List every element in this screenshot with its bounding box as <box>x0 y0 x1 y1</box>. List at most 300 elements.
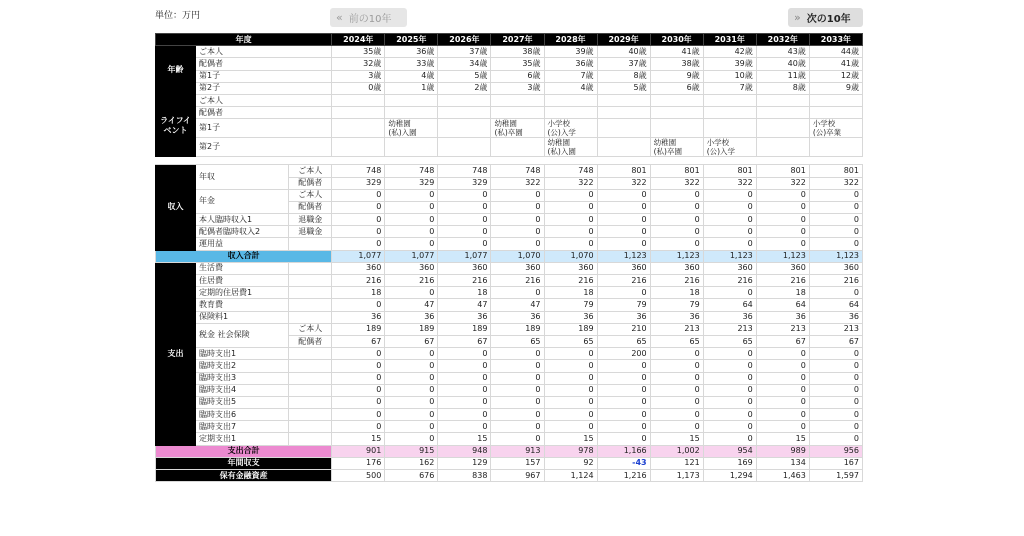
value-cell: 360 <box>491 262 544 274</box>
event-cell <box>703 94 756 106</box>
value-cell: 1,070 <box>544 250 597 262</box>
value-cell: 0 <box>385 433 438 445</box>
value-cell: 322 <box>703 177 756 189</box>
value-cell: 36 <box>332 311 385 323</box>
value-cell: 801 <box>597 165 650 177</box>
value-cell: 0 <box>544 384 597 396</box>
year-header: 2031年 <box>703 34 756 46</box>
event-cell <box>491 94 544 106</box>
value-cell: 36歳 <box>544 58 597 70</box>
age-row <box>156 82 863 94</box>
row-sublabel <box>289 433 332 445</box>
value-cell: 329 <box>332 177 385 189</box>
value-cell: 0 <box>438 348 491 360</box>
value-cell: 1,166 <box>597 445 650 457</box>
value-cell: 0 <box>438 421 491 433</box>
value-cell: 748 <box>385 165 438 177</box>
financial-assets-row-label: 保有金融資産 <box>156 470 332 482</box>
value-cell: 0 <box>597 189 650 201</box>
value-cell: 36 <box>491 311 544 323</box>
value-cell: 0 <box>597 396 650 408</box>
life_events-category: ライフイベント <box>156 94 196 156</box>
value-cell: 0 <box>491 226 544 238</box>
value-cell: 0 <box>332 384 385 396</box>
event-cell <box>544 94 597 106</box>
value-cell: 162 <box>385 457 438 469</box>
value-cell: 0 <box>703 348 756 360</box>
year-header: 2033年 <box>809 34 862 46</box>
financial-assets-row <box>156 470 863 482</box>
value-cell: 0 <box>544 226 597 238</box>
expense-row <box>156 299 863 311</box>
value-cell: 15 <box>544 433 597 445</box>
event-cell <box>597 107 650 119</box>
value-cell: 0 <box>385 421 438 433</box>
value-cell: 748 <box>544 165 597 177</box>
expense-row <box>156 421 863 433</box>
value-cell: 213 <box>703 323 756 335</box>
value-cell: 954 <box>703 445 756 457</box>
event-cell <box>438 138 491 157</box>
value-cell: 10歳 <box>703 70 756 82</box>
event-cell <box>703 107 756 119</box>
row-label: 第2子 <box>196 82 332 94</box>
value-cell: 322 <box>809 177 862 189</box>
value-cell: 0 <box>650 226 703 238</box>
value-cell: 0 <box>385 226 438 238</box>
value-cell: 0 <box>332 409 385 421</box>
value-cell: 43歳 <box>756 46 809 58</box>
value-cell: 0 <box>385 189 438 201</box>
event-cell <box>756 119 809 138</box>
value-cell: 0 <box>809 348 862 360</box>
row-sublabel: ご本人 <box>289 165 332 177</box>
value-cell: 748 <box>332 165 385 177</box>
value-cell: 0 <box>544 421 597 433</box>
value-cell: 748 <box>491 165 544 177</box>
event-cell <box>756 94 809 106</box>
row-label: 本人臨時収入1 <box>196 214 289 226</box>
double-chevron-right-icon: » <box>794 11 801 24</box>
value-cell: 0 <box>544 360 597 372</box>
value-cell: 0 <box>809 189 862 201</box>
event-cell <box>438 119 491 138</box>
year-header: 2027年 <box>491 34 544 46</box>
expense-row <box>156 275 863 287</box>
value-cell: 0 <box>756 360 809 372</box>
row-sublabel <box>289 299 332 311</box>
value-cell: 216 <box>703 275 756 287</box>
value-cell: 0 <box>491 214 544 226</box>
event-cell <box>385 138 438 157</box>
event-cell <box>756 107 809 119</box>
row-label: 臨時支出4 <box>196 384 289 396</box>
value-cell: 40歳 <box>756 58 809 70</box>
row-sublabel: ご本人 <box>289 323 332 335</box>
value-cell: 67 <box>756 335 809 347</box>
value-cell: 40歳 <box>597 46 650 58</box>
value-cell: 47 <box>385 299 438 311</box>
value-cell: 35歳 <box>332 46 385 58</box>
value-cell: 0 <box>703 433 756 445</box>
value-cell: 0 <box>438 214 491 226</box>
value-cell: 322 <box>491 177 544 189</box>
row-label: 臨時支出1 <box>196 348 289 360</box>
value-cell: 0 <box>385 372 438 384</box>
value-cell: 0 <box>385 360 438 372</box>
value-cell: 36 <box>703 311 756 323</box>
row-label: 第2子 <box>196 138 332 157</box>
value-cell: 42歳 <box>703 46 756 58</box>
value-cell: 801 <box>703 165 756 177</box>
value-cell: 65 <box>491 335 544 347</box>
value-cell: 67 <box>809 335 862 347</box>
event-cell: 小学校 (公)卒業 <box>809 119 862 138</box>
value-cell: 129 <box>438 457 491 469</box>
value-cell: 0 <box>491 409 544 421</box>
value-cell: 3歳 <box>491 82 544 94</box>
value-cell: 216 <box>756 275 809 287</box>
row-sublabel: 退職金 <box>289 214 332 226</box>
value-cell: 0 <box>703 287 756 299</box>
value-cell: 79 <box>544 299 597 311</box>
value-cell: 0 <box>491 189 544 201</box>
value-cell: 0 <box>597 201 650 213</box>
value-cell: 12歳 <box>809 70 862 82</box>
value-cell: 0 <box>491 360 544 372</box>
row-label: ご本人 <box>196 46 332 58</box>
value-cell: 948 <box>438 445 491 457</box>
income-row <box>156 189 863 201</box>
event-cell <box>385 94 438 106</box>
value-cell: 0 <box>332 396 385 408</box>
expense-category: 支出 <box>156 262 196 445</box>
value-cell: 0 <box>809 384 862 396</box>
value-cell: 9歳 <box>650 70 703 82</box>
value-cell: 0 <box>650 201 703 213</box>
value-cell: 65 <box>544 335 597 347</box>
year-header: 2028年 <box>544 34 597 46</box>
value-cell: 360 <box>650 262 703 274</box>
value-cell: 322 <box>756 177 809 189</box>
value-cell: 37歳 <box>438 46 491 58</box>
event-cell <box>703 119 756 138</box>
value-cell: 44歳 <box>809 46 862 58</box>
value-cell: 0 <box>385 214 438 226</box>
value-cell: 65 <box>597 335 650 347</box>
value-cell: 0 <box>597 384 650 396</box>
value-cell: 67 <box>332 335 385 347</box>
row-label: 臨時支出3 <box>196 372 289 384</box>
value-cell: 0 <box>756 384 809 396</box>
income-row <box>156 226 863 238</box>
event-cell <box>332 138 385 157</box>
next-10-years-button[interactable] <box>788 8 863 27</box>
value-cell: 2歳 <box>438 82 491 94</box>
value-cell: 801 <box>756 165 809 177</box>
value-cell: 0 <box>438 372 491 384</box>
value-cell: 0 <box>491 348 544 360</box>
value-cell: 0 <box>332 372 385 384</box>
income-row <box>156 238 863 250</box>
value-cell: 1,173 <box>650 470 703 482</box>
value-cell: 37歳 <box>597 58 650 70</box>
age-row <box>156 58 863 70</box>
value-cell: 41歳 <box>809 58 862 70</box>
year-header: 2024年 <box>332 34 385 46</box>
value-cell: 0 <box>385 287 438 299</box>
value-cell: 322 <box>650 177 703 189</box>
row-label: 生活費 <box>196 262 289 274</box>
value-cell: 0 <box>438 396 491 408</box>
value-cell: 0 <box>385 201 438 213</box>
value-cell: 0 <box>703 201 756 213</box>
value-cell: 0 <box>385 238 438 250</box>
value-cell: 0 <box>703 189 756 201</box>
row-sublabel <box>289 421 332 433</box>
row-label: 臨時支出5 <box>196 396 289 408</box>
value-cell: 0 <box>544 396 597 408</box>
year-header: 2030年 <box>650 34 703 46</box>
expense-row <box>156 311 863 323</box>
value-cell: 213 <box>650 323 703 335</box>
value-cell: 216 <box>650 275 703 287</box>
value-cell: 901 <box>332 445 385 457</box>
value-cell: 36 <box>597 311 650 323</box>
value-cell: 39歳 <box>703 58 756 70</box>
income-total-row-label: 収入合計 <box>156 250 332 262</box>
annual-balance-row-label: 年間収支 <box>156 457 332 469</box>
value-cell: 0 <box>597 214 650 226</box>
value-cell: 0 <box>385 396 438 408</box>
value-cell: 1,123 <box>809 250 862 262</box>
value-cell: 0 <box>332 226 385 238</box>
expense-row <box>156 409 863 421</box>
row-label: 第1子 <box>196 119 332 138</box>
value-cell: 0 <box>809 214 862 226</box>
value-cell: 216 <box>332 275 385 287</box>
spacer-cell <box>156 157 863 165</box>
value-cell: 15 <box>438 433 491 445</box>
value-cell: 36 <box>385 311 438 323</box>
value-cell: 36 <box>809 311 862 323</box>
value-cell: 360 <box>544 262 597 274</box>
value-cell: 0 <box>809 396 862 408</box>
value-cell: 0 <box>703 421 756 433</box>
value-cell: 0 <box>650 421 703 433</box>
event-cell <box>544 107 597 119</box>
expense-total-row <box>156 445 863 457</box>
row-sublabel <box>289 262 332 274</box>
value-cell: 0 <box>491 372 544 384</box>
row-label: 臨時支出7 <box>196 421 289 433</box>
value-cell: 0 <box>491 201 544 213</box>
row-sublabel <box>289 409 332 421</box>
row-label: 臨時支出6 <box>196 409 289 421</box>
value-cell: 67 <box>438 335 491 347</box>
event-cell: 幼稚園 (私)入園 <box>544 138 597 157</box>
value-cell: 0 <box>756 421 809 433</box>
value-cell: 213 <box>756 323 809 335</box>
value-cell: 36 <box>650 311 703 323</box>
value-cell: 79 <box>597 299 650 311</box>
value-cell: 989 <box>756 445 809 457</box>
year-header: 2026年 <box>438 34 491 46</box>
event-cell <box>438 107 491 119</box>
value-cell: 0 <box>332 360 385 372</box>
value-cell: 0 <box>809 360 862 372</box>
value-cell: 0 <box>332 201 385 213</box>
income-category: 収入 <box>156 165 196 250</box>
value-cell: 1,294 <box>703 470 756 482</box>
value-cell: 0 <box>756 201 809 213</box>
value-cell: 0 <box>703 372 756 384</box>
value-cell: 216 <box>385 275 438 287</box>
value-cell: 210 <box>597 323 650 335</box>
income-row <box>156 214 863 226</box>
row-label: 第1子 <box>196 70 332 82</box>
value-cell: 0 <box>703 226 756 238</box>
life_events-row <box>156 138 863 157</box>
value-cell: 0 <box>756 189 809 201</box>
row-sublabel: 配偶者 <box>289 201 332 213</box>
value-cell: 34歳 <box>438 58 491 70</box>
value-cell: 360 <box>438 262 491 274</box>
value-cell: 1,077 <box>385 250 438 262</box>
value-cell: 676 <box>385 470 438 482</box>
value-cell: 18 <box>332 287 385 299</box>
prev-10-years-label: 前の10年 <box>348 14 392 25</box>
event-cell <box>650 94 703 106</box>
row-sublabel <box>289 384 332 396</box>
value-cell: 0 <box>809 433 862 445</box>
age-row <box>156 70 863 82</box>
value-cell: 0 <box>809 226 862 238</box>
value-cell: 64 <box>809 299 862 311</box>
value-cell: 9歳 <box>809 82 862 94</box>
value-cell: 0 <box>809 238 862 250</box>
expense-total-row-label: 支出合計 <box>156 445 332 457</box>
value-cell: 0 <box>438 201 491 213</box>
value-cell: -43 <box>597 457 650 469</box>
event-cell <box>332 107 385 119</box>
value-cell: 0 <box>756 238 809 250</box>
row-sublabel: 配偶者 <box>289 335 332 347</box>
value-cell: 200 <box>597 348 650 360</box>
value-cell: 1,077 <box>332 250 385 262</box>
value-cell: 18 <box>438 287 491 299</box>
value-cell: 1,123 <box>650 250 703 262</box>
row-label: 年金 <box>196 189 289 213</box>
expense-row <box>156 433 863 445</box>
life_events-row <box>156 119 863 138</box>
value-cell: 0 <box>544 409 597 421</box>
row-label: 教育費 <box>196 299 289 311</box>
value-cell: 0 <box>650 409 703 421</box>
value-cell: 0 <box>703 384 756 396</box>
value-cell: 216 <box>438 275 491 287</box>
value-cell: 64 <box>703 299 756 311</box>
value-cell: 0 <box>332 238 385 250</box>
next-10-years-label: 次の10年 <box>806 14 851 25</box>
value-cell: 0 <box>597 433 650 445</box>
value-cell: 6歳 <box>491 70 544 82</box>
value-cell: 216 <box>491 275 544 287</box>
expense-row <box>156 262 863 274</box>
value-cell: 360 <box>809 262 862 274</box>
event-cell <box>650 107 703 119</box>
value-cell: 38歳 <box>650 58 703 70</box>
cashflow-table <box>155 33 863 482</box>
value-cell: 0 <box>332 299 385 311</box>
value-cell: 47 <box>491 299 544 311</box>
value-cell: 65 <box>703 335 756 347</box>
value-cell: 0 <box>597 238 650 250</box>
row-sublabel <box>289 311 332 323</box>
row-label: 配偶者 <box>196 58 332 70</box>
event-cell: 幼稚園 (私)卒園 <box>491 119 544 138</box>
value-cell: 0 <box>597 409 650 421</box>
event-cell <box>491 138 544 157</box>
age-row <box>156 46 863 58</box>
value-cell: 18 <box>756 287 809 299</box>
row-sublabel <box>289 275 332 287</box>
value-cell: 0 <box>650 238 703 250</box>
value-cell: 6歳 <box>650 82 703 94</box>
value-cell: 4歳 <box>544 82 597 94</box>
value-cell: 157 <box>491 457 544 469</box>
value-cell: 41歳 <box>650 46 703 58</box>
event-cell: 小学校 (公)入学 <box>544 119 597 138</box>
value-cell: 0 <box>544 348 597 360</box>
row-label: 配偶者臨時収入2 <box>196 226 289 238</box>
expense-row <box>156 384 863 396</box>
value-cell: 0 <box>703 238 756 250</box>
value-cell: 0 <box>385 409 438 421</box>
value-cell: 0 <box>491 384 544 396</box>
income-total-row <box>156 250 863 262</box>
value-cell: 0 <box>809 421 862 433</box>
value-cell: 32歳 <box>332 58 385 70</box>
prev-10-years-button[interactable] <box>330 8 407 27</box>
row-sublabel: 配偶者 <box>289 177 332 189</box>
value-cell: 1歳 <box>385 82 438 94</box>
value-cell: 216 <box>544 275 597 287</box>
value-cell: 36 <box>756 311 809 323</box>
value-cell: 360 <box>703 262 756 274</box>
value-cell: 7歳 <box>703 82 756 94</box>
value-cell: 216 <box>809 275 862 287</box>
value-cell: 0 <box>385 384 438 396</box>
row-label: 住居費 <box>196 275 289 287</box>
value-cell: 0 <box>597 372 650 384</box>
value-cell: 189 <box>385 323 438 335</box>
value-cell: 0 <box>650 189 703 201</box>
value-cell: 0 <box>491 238 544 250</box>
annual-balance-row <box>156 457 863 469</box>
value-cell: 189 <box>438 323 491 335</box>
value-cell: 0 <box>438 189 491 201</box>
value-cell: 0 <box>703 409 756 421</box>
value-cell: 5歳 <box>438 70 491 82</box>
value-cell: 500 <box>332 470 385 482</box>
value-cell: 360 <box>385 262 438 274</box>
row-sublabel <box>289 360 332 372</box>
event-cell <box>597 94 650 106</box>
row-sublabel <box>289 348 332 360</box>
value-cell: 0 <box>650 360 703 372</box>
value-cell: 1,002 <box>650 445 703 457</box>
